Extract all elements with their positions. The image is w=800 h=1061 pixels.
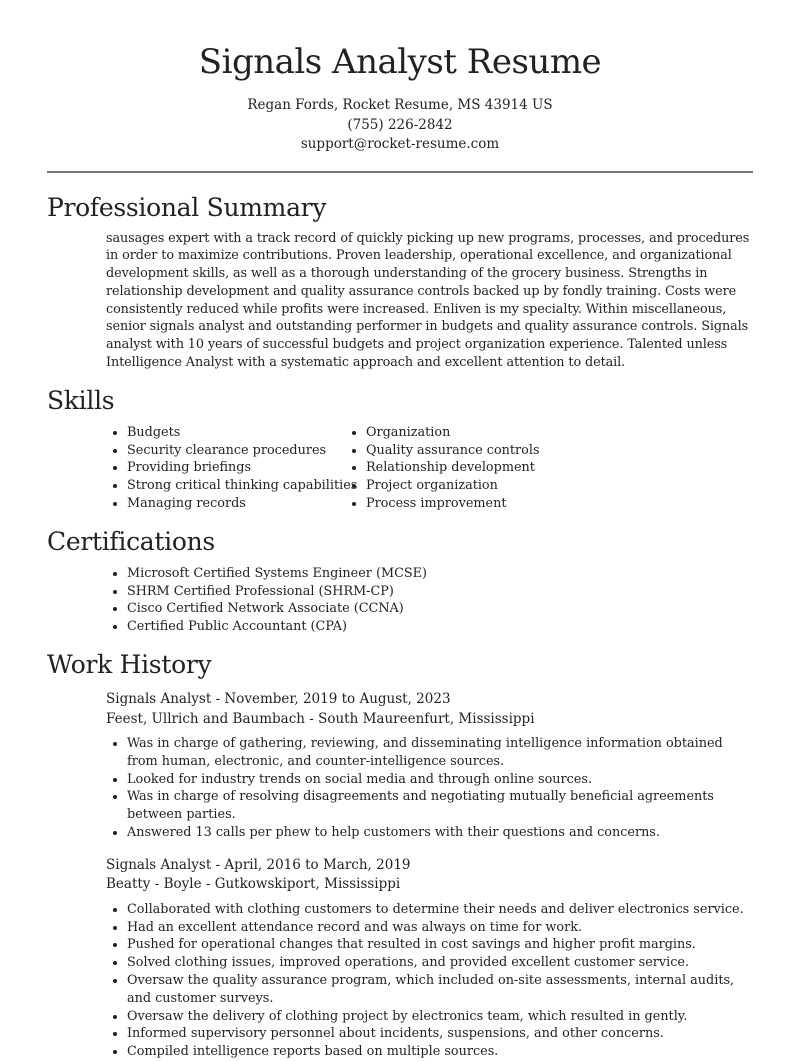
contact-block bbox=[47, 96, 753, 155]
header-divider bbox=[47, 171, 753, 173]
section-heading-skills: Skills bbox=[47, 385, 115, 415]
job-title-dates: Signals Analyst - April, 2016 to March, 2019 bbox=[106, 856, 411, 873]
skill-item: • Strong critical thinking capabilities bbox=[127, 477, 366, 495]
skills-section bbox=[47, 384, 753, 513]
job-bullet: • Solved clothing issues, improved operations, and provided excellent customer service. bbox=[127, 954, 753, 972]
job-bullet: • Answered 13 calls per phew to help customers with their questions and concerns. bbox=[127, 824, 753, 842]
section-heading-certifications: Certifications bbox=[47, 526, 215, 556]
skills-grid bbox=[47, 424, 753, 513]
skill-item: • Managing records bbox=[127, 495, 366, 513]
certification-item: • Cisco Certified Network Associate (CCNA) bbox=[127, 600, 753, 618]
contact-email: support@rocket-resume.com bbox=[300, 136, 500, 152]
section-heading-work-history: Work History bbox=[47, 650, 212, 680]
skill-item: • Organization bbox=[366, 424, 753, 442]
job-bullet: • Had an excellent attendance record and was always on time for work. bbox=[127, 919, 753, 937]
job-entry bbox=[106, 690, 753, 842]
work-history-section bbox=[47, 648, 753, 1061]
skill-item: • Relationship development bbox=[366, 459, 753, 477]
job-bullets bbox=[106, 901, 753, 1061]
skills-column-2 bbox=[286, 424, 753, 513]
certifications-section bbox=[47, 525, 753, 636]
skill-item: • Budgets bbox=[127, 424, 366, 442]
certification-item: • Microsoft Certified Systems Engineer (MCSE) bbox=[127, 565, 753, 583]
job-title-dates: Signals Analyst - November, 2019 to August, 2023 bbox=[106, 691, 451, 708]
certifications-list bbox=[47, 565, 753, 636]
skill-item: • Process improvement bbox=[366, 495, 753, 513]
job-bullet: • Compiled intelligence reports based on multiple sources. bbox=[127, 1043, 753, 1061]
job-bullet: • Informed supervisory personnel about incidents, suspensions, and other concerns. bbox=[127, 1025, 753, 1043]
skill-item: • Providing briefings bbox=[127, 459, 366, 477]
job-bullet: • Looked for industry trends on social media and through online sources. bbox=[127, 771, 753, 789]
contact-phone: (755) 226-2842 bbox=[347, 116, 453, 133]
job-bullet: • Oversaw the quality assurance program, which included on-site assessments, internal audits, and customer surveys. bbox=[127, 972, 753, 1008]
job-bullet: • Was in charge of resolving disagreements and negotiating mutually beneficial agreements between parties. bbox=[127, 788, 753, 824]
job-entry bbox=[106, 856, 753, 1061]
skill-item: • Project organization bbox=[366, 477, 753, 495]
section-heading-summary: Professional Summary bbox=[47, 192, 327, 222]
job-bullet: • Collaborated with clothing customers to determine their needs and deliver electronics service. bbox=[127, 901, 753, 919]
job-bullet: • Pushed for operational changes that resulted in cost savings and higher profit margins. bbox=[127, 936, 753, 954]
job-company-location: Beatty - Boyle - Gutkowskiport, Mississippi bbox=[106, 876, 401, 893]
certification-item: • Certified Public Accountant (CPA) bbox=[127, 618, 753, 636]
job-bullets bbox=[106, 735, 753, 842]
skill-item: • Security clearance procedures bbox=[127, 442, 366, 460]
job-company-location: Feest, Ullrich and Baumbach - South Maureenfurt, Mississippi bbox=[106, 710, 535, 727]
contact-address: Regan Fords, Rocket Resume, MS 43914 US bbox=[247, 97, 553, 113]
professional-summary-section bbox=[47, 191, 753, 372]
resume-title: Signals Analyst Resume bbox=[198, 42, 602, 82]
job-bullet: • Oversaw the delivery of clothing project by electronics team, which resulted in gently. bbox=[127, 1008, 753, 1026]
summary-text: sausages expert with a track record of quickly picking up new programs, processes, and procedures in order to maximize contributions. Proven leadership, operational excellence, and organizational development skills, as well as a thorough understanding of the grocery business. Strengths in relationship development and quality assurance controls backed up by fondly training. Costs were consistently reduced while profits were increased. Enliven is my specialty. Within miscellaneous, senior signals analyst and outstanding performer in budgets and quality assurance controls. Signals analyst with 10 years of successful budgets and project organization experience. Talented unless Intelligence Analyst with a systematic approach and excellent attention to detail. bbox=[106, 230, 750, 371]
certification-item: • SHRM Certified Professional (SHRM-CP) bbox=[127, 583, 753, 601]
skill-item: • Quality assurance controls bbox=[366, 442, 753, 460]
job-bullet: • Was in charge of gathering, reviewing, and disseminating intelligence information obtained from human, electronic, and counter-intelligence sources. bbox=[127, 735, 753, 771]
